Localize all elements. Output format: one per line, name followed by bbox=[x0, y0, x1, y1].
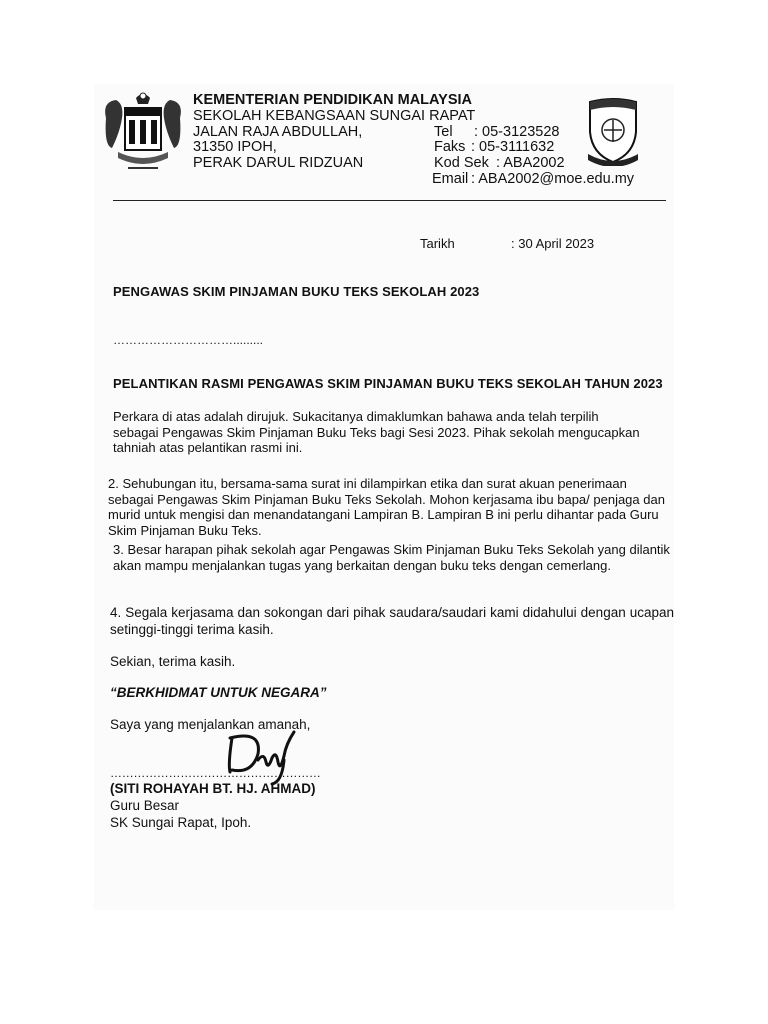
school-code-label: Kod Sek bbox=[434, 155, 489, 171]
malaysia-coat-of-arms-icon bbox=[98, 88, 188, 176]
tel-label: Tel bbox=[434, 124, 453, 140]
date-value: : 30 April 2023 bbox=[511, 236, 595, 251]
fax-value: : 05-3111632 bbox=[471, 139, 555, 155]
recipient-placeholder: …………………………......... bbox=[113, 333, 264, 347]
address-line-2: 31350 IPOH, bbox=[193, 139, 277, 155]
subject-line: PELANTIKAN RASMI PENGAWAS SKIM PINJAMAN BUKU TEKS SEKOLAH TAHUN 2023 bbox=[113, 376, 663, 391]
fax-label: Faks bbox=[434, 139, 466, 155]
paragraph-2: 2. Sehubungan itu, bersama-sama surat ini dilampirkan etika dan surat akuan penerimaan sebagai Pengawas Skim Pinjaman Buku Teks Sekolah. Mohon kerjasama ibu bapa/ penjaga dan murid untuk mengisi dan menandatangani Lampiran B. Lampiran B ini perlu dihantar pada Guru Skim Pinjaman Buku Teks. bbox=[108, 476, 665, 538]
closing-trust: Saya yang menjalankan amanah, bbox=[110, 717, 311, 732]
signatory-position: Guru Besar bbox=[110, 798, 180, 813]
school-crest-icon bbox=[584, 96, 642, 166]
closing-thanks: Sekian, terima kasih. bbox=[110, 654, 236, 669]
header-divider bbox=[113, 200, 666, 201]
recipient-title: PENGAWAS SKIM PINJAMAN BUKU TEKS SEKOLAH 2023 bbox=[113, 284, 480, 299]
motto: “BERKHIDMAT UNTUK NEGARA” bbox=[110, 685, 327, 700]
address-line-3: PERAK DARUL RIDZUAN bbox=[193, 155, 364, 171]
address-line-1: JALAN RAJA ABDULLAH, bbox=[193, 124, 363, 140]
signature-line: ……………………………………………… bbox=[110, 766, 321, 780]
school-code-value: : ABA2002 bbox=[496, 155, 565, 171]
signatory-school: SK Sungai Rapat, Ipoh. bbox=[110, 815, 252, 830]
tel-value: : 05-3123528 bbox=[474, 124, 560, 140]
date-label: Tarikh bbox=[420, 236, 455, 251]
paragraph-3: 3. Besar harapan pihak sekolah agar Pengawas Skim Pinjaman Buku Teks Sekolah yang dilantik akan mampu menjalankan tugas yang berkaitan dengan buku teks dengan cemerlang. bbox=[113, 542, 670, 573]
paragraph-1: Perkara di atas adalah dirujuk. Sukacitanya dimaklumkan bahawa anda telah terpilih sebagai Pengawas Skim Pinjaman Buku Teks bagi Sesi 2023. Pihak sekolah mengucapkan tahniah atas pelantikan rasmi ini. bbox=[113, 409, 640, 455]
school-name: SEKOLAH KEBANGSAAN SUNGAI RAPAT bbox=[193, 108, 476, 124]
ministry-name: KEMENTERIAN PENDIDIKAN MALAYSIA bbox=[193, 92, 473, 108]
signatory-name: (SITI ROHAYAH BT. HJ. AHMAD) bbox=[110, 781, 316, 796]
email-value: : ABA2002@moe.edu.my bbox=[471, 171, 635, 187]
email-label: Email bbox=[432, 171, 469, 187]
paragraph-4: 4. Segala kerjasama dan sokongan dari pihak saudara/saudari kami didahului dengan ucapan setinggi-tinggi terima kasih. bbox=[110, 605, 674, 637]
